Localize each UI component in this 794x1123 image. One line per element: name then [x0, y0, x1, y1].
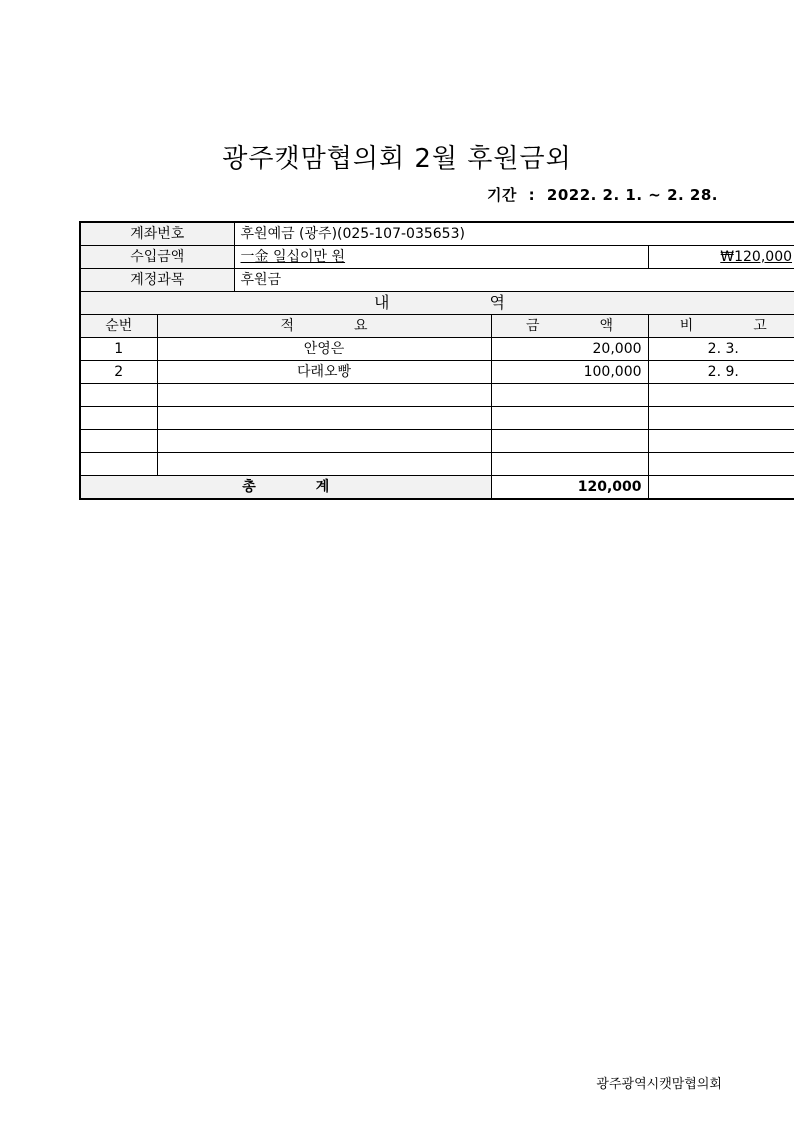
details-heading — [80, 292, 794, 315]
row-no: 2 — [80, 361, 157, 384]
col-desc-2: 요 — [354, 318, 368, 334]
details-label-2: 역 — [489, 293, 505, 312]
row-note — [648, 430, 794, 453]
category-row — [80, 269, 794, 292]
row-amount — [491, 384, 648, 407]
total-amount: 120,000 — [491, 476, 648, 500]
row-desc — [157, 430, 491, 453]
period-range: 2022. 2. 1. ~ 2. 28. — [546, 186, 718, 204]
income-amount-cell — [648, 246, 794, 269]
col-desc-header — [157, 315, 491, 338]
account-label: 계좌번호 — [80, 222, 234, 246]
col-amount-1: 금 — [525, 318, 540, 334]
income-text: 一金 일십이만 원 — [240, 249, 346, 265]
table-row — [80, 407, 794, 430]
table-row — [80, 361, 794, 384]
table-row — [80, 338, 794, 361]
row-no — [80, 384, 157, 407]
row-no — [80, 407, 157, 430]
row-no: 1 — [80, 338, 157, 361]
row-desc — [157, 384, 491, 407]
col-amount-header — [491, 315, 648, 338]
row-note — [648, 453, 794, 476]
table-row — [80, 384, 794, 407]
period-separator: : — [528, 186, 536, 204]
row-note — [648, 384, 794, 407]
document-title: 광주캣맘협의회 2월 후원금외 — [222, 144, 572, 174]
row-amount — [491, 407, 648, 430]
total-label-2: 계 — [315, 479, 330, 495]
income-row — [80, 246, 794, 269]
row-note: 2. 3. — [648, 338, 794, 361]
total-label-1: 총 — [242, 479, 256, 495]
account-row — [80, 222, 794, 246]
row-note: 2. 9. — [648, 361, 794, 384]
row-note — [648, 407, 794, 430]
row-desc: 다래오빵 — [157, 361, 491, 384]
col-note-2: 고 — [753, 318, 767, 334]
ledger-table — [79, 221, 794, 500]
col-note-header — [648, 315, 794, 338]
total-note — [648, 476, 794, 500]
col-amount-2: 액 — [599, 318, 614, 334]
details-label-1: 내 — [374, 293, 390, 312]
account-value: 후원예금 (광주)(025-107-035653) — [234, 222, 794, 246]
col-note-1: 비 — [679, 318, 694, 334]
table-row — [80, 453, 794, 476]
period-line — [487, 184, 718, 205]
details-heading-row — [80, 292, 794, 315]
period-label: 기간 — [486, 186, 517, 204]
row-amount: 20,000 — [491, 338, 648, 361]
row-no — [80, 430, 157, 453]
income-label: 수입금액 — [80, 246, 234, 269]
income-text-cell — [234, 246, 648, 269]
category-label: 계정과목 — [80, 269, 234, 292]
table-row — [80, 430, 794, 453]
total-row — [80, 476, 794, 500]
row-amount: 100,000 — [491, 361, 648, 384]
col-no-header: 순번 — [80, 315, 157, 338]
column-header-row — [80, 315, 794, 338]
footer-organization: 광주광역시캣맘협의회 — [596, 1077, 722, 1092]
row-amount — [491, 453, 648, 476]
row-desc — [157, 453, 491, 476]
row-desc — [157, 407, 491, 430]
row-no — [80, 453, 157, 476]
row-amount — [491, 430, 648, 453]
row-desc: 안영은 — [157, 338, 491, 361]
total-label — [80, 476, 491, 500]
col-desc-1: 적 — [280, 318, 294, 334]
category-value: 후원금 — [234, 269, 794, 292]
income-amount: ₩120,000 — [720, 249, 793, 265]
